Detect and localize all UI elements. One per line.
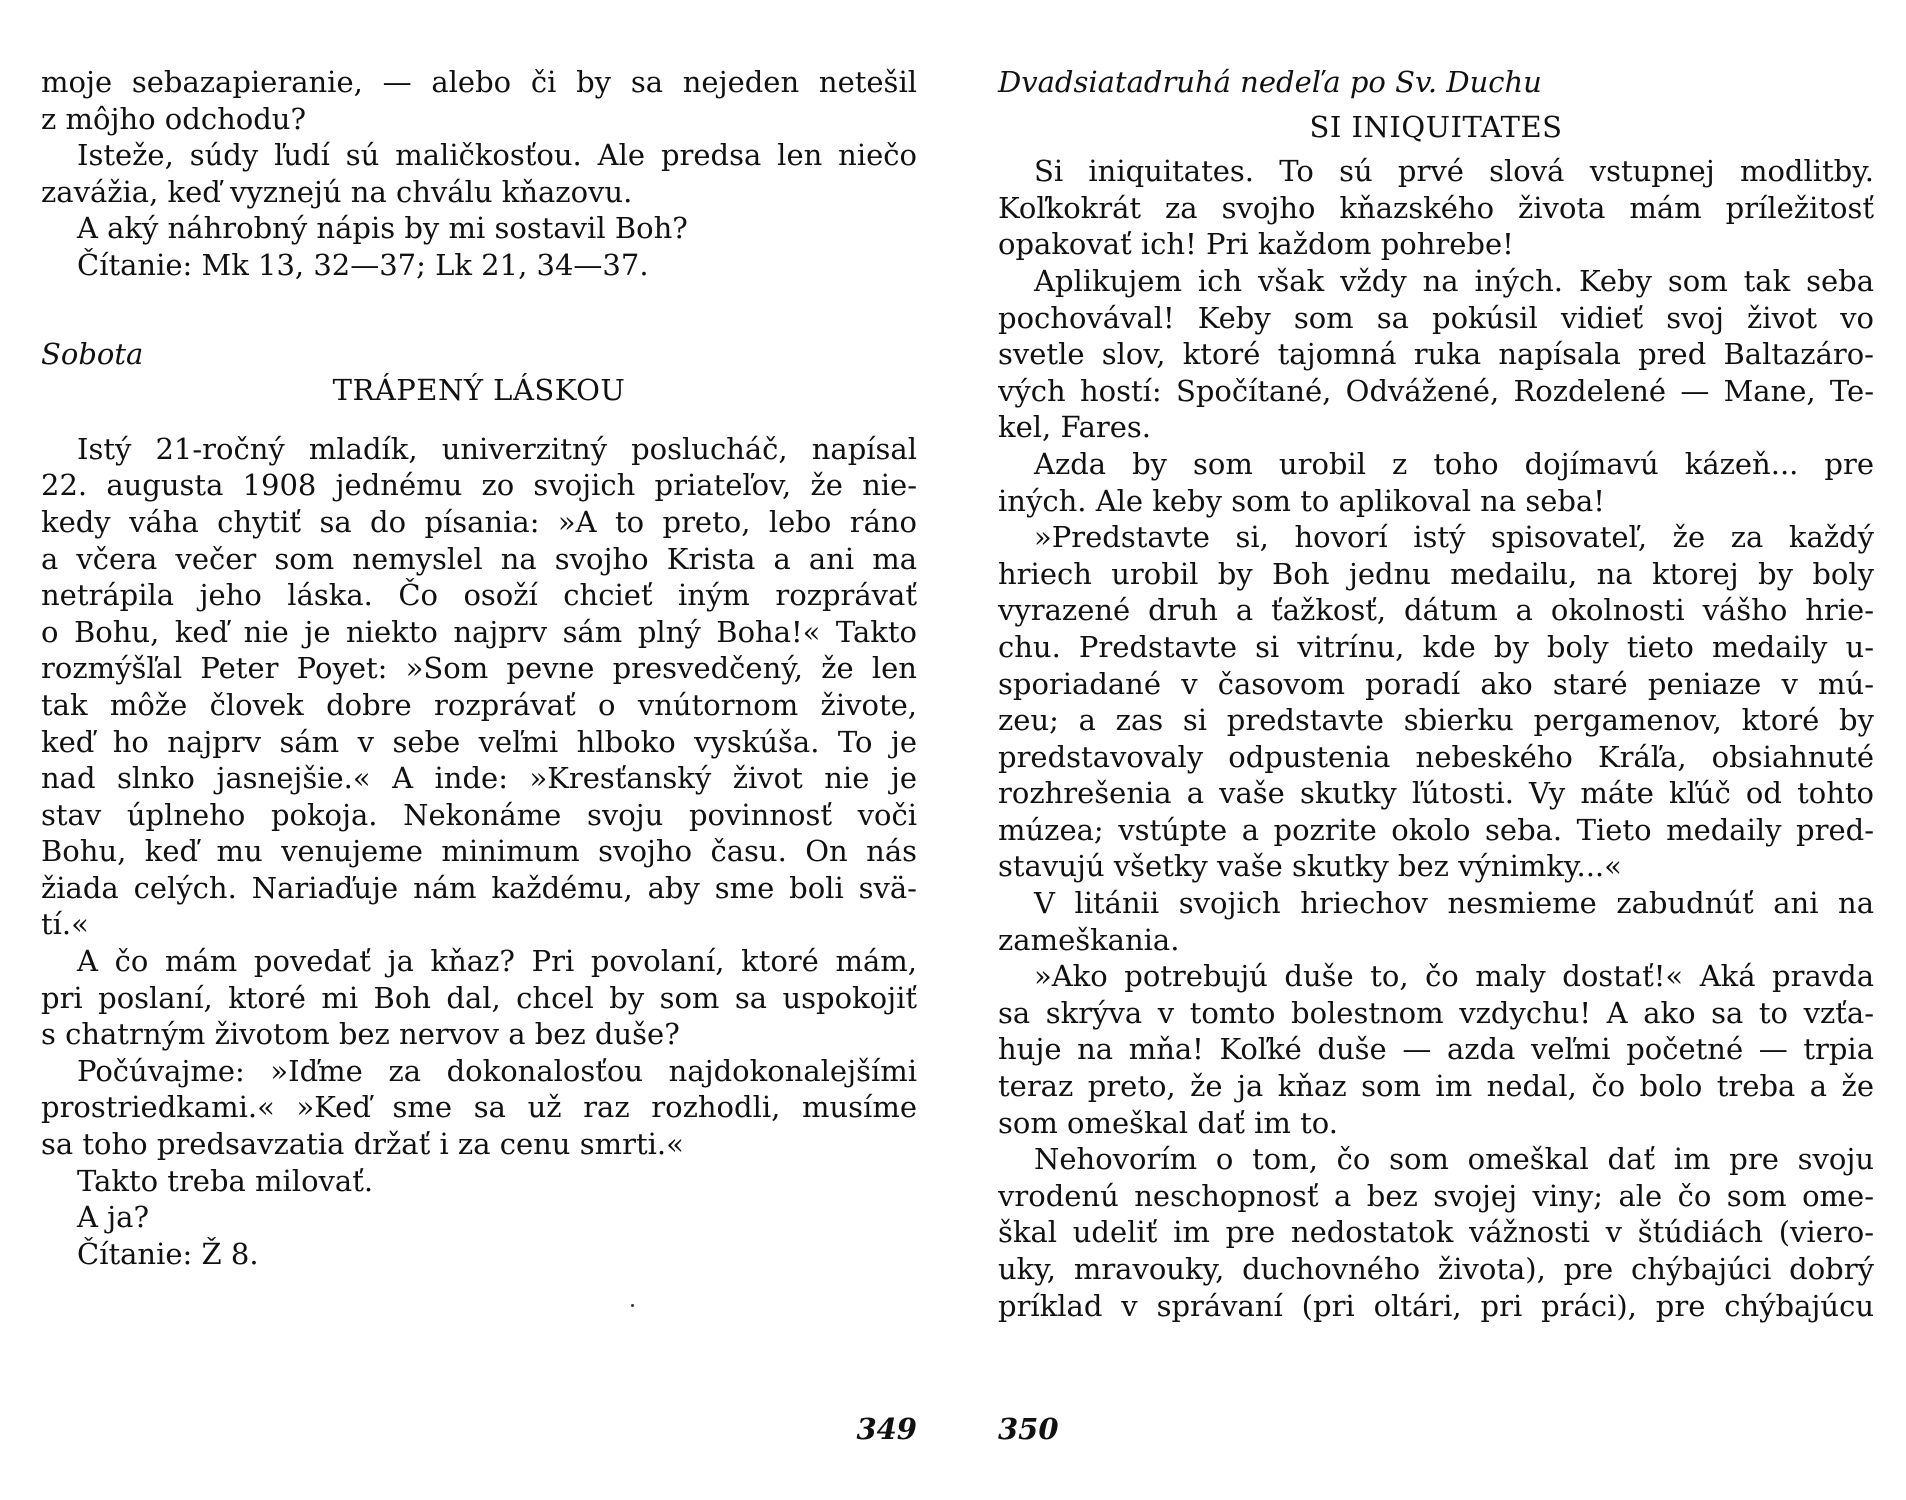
- text-line: zavážia, keď vyznejú na chválu kňazovu.: [41, 174, 633, 209]
- text-line: žiada celých. Nariaďuje nám každému, aby sme boli svä-: [41, 870, 917, 905]
- text-line: vrodenú neschopnosť a bez svojej viny; ale čo som ome-: [998, 1178, 1874, 1213]
- text-line: A čo mám povedať ja kňaz? Pri povolaní, ktoré mám,: [77, 944, 917, 979]
- text-line: keď ho najprv sám v sebe veľmi hlboko vyskúša. To je: [41, 724, 917, 759]
- right-page: [998, 0, 1874, 1500]
- text-line: huje na mňa! Koľké duše — azda veľmi početné — trpia: [998, 1032, 1874, 1067]
- right-text-column: [998, 64, 1874, 1324]
- text-line: príklad v správaní (pri oltári, pri práci), pre chýbajúcu: [998, 1288, 1874, 1323]
- text-line: opakovať ich! Pri každom pohrebe!: [998, 227, 1514, 262]
- text-line: iných. Ale keby som to aplikoval na seba!: [998, 483, 1605, 518]
- text-line: Takto treba milovať.: [77, 1163, 374, 1198]
- text-line: nad slnko jasnejšie.« A inde: »Kresťanský život nie je: [41, 761, 917, 796]
- text-line: zameškania.: [998, 922, 1180, 957]
- text-line: hriech urobil by Boh jednu medailu, na ktorej by boly: [998, 556, 1874, 591]
- text-line: zeu; a zas si predstavte sbierku pergamenov, ktoré by: [998, 703, 1874, 738]
- text-line: prostriedkami.« »Keď sme sa už raz rozhodli, musíme: [41, 1090, 917, 1125]
- text-line: teraz preto, že ja kňaz som im nedal, čo bolo treba a že: [998, 1069, 1874, 1104]
- text-line: sa toho predsavzatia držať i za cenu smrti.«: [41, 1127, 684, 1162]
- running-head: Dvadsiatadruhá nedeľa po Sv. Duchu: [998, 65, 1542, 99]
- text-line: z môjho odchodu?: [41, 101, 306, 136]
- page-number: 349: [856, 1412, 917, 1446]
- title-gap: [41, 409, 917, 431]
- text-line: a včera večer som nemyslel na svojho Krista a ani ma: [41, 541, 917, 576]
- head-gap: [998, 101, 1874, 109]
- text-line: stavujú všetky vaše skutky bez výnimky...«: [998, 849, 1622, 884]
- left-page: [41, 0, 917, 1500]
- left-text-column: [41, 64, 917, 1272]
- right-body-paragraphs: [998, 153, 1874, 1324]
- text-line: predstavovaly odpustenia nebeského Kráľa, obsiahnuté: [998, 739, 1874, 774]
- text-line: Nehovorím o tom, čo som omeškal dať im pre svoju: [1034, 1142, 1874, 1177]
- text-line: »Predstavte si, hovorí istý spisovateľ, že za každý: [1034, 520, 1874, 555]
- text-line: s chatrným životom bez nervov a bez duše?: [41, 1017, 680, 1052]
- text-line: vyrazené druh a ťažkosť, dátum a okolnosti vášho hrie-: [998, 593, 1874, 628]
- text-line: V litánii svojich hriechov nesmieme zabudnúť ani na: [1034, 886, 1874, 921]
- text-line: pri poslaní, ktoré mi Boh dal, chcel by som sa uspokojiť: [41, 980, 917, 1015]
- title-gap: [998, 145, 1874, 153]
- page-number: 350: [998, 1412, 1059, 1446]
- text-line: Čítanie: Ž 8.: [77, 1236, 259, 1271]
- text-line: pochovával! Keby som sa pokúsil vidieť svoj život vo: [998, 300, 1874, 335]
- text-line: tak môže človek dobre rozprávať o vnútornom živote,: [41, 687, 917, 722]
- text-line: uky, mravouky, duchovného života), pre chýbajúci dobrý: [998, 1252, 1874, 1286]
- left-body-paragraphs: [41, 431, 917, 1273]
- text-line: kel, Fares.: [998, 410, 1152, 445]
- text-line: moje sebazapieranie, — alebo či by sa nejeden netešil: [41, 65, 917, 99]
- text-line: Si iniquitates. To sú prvé slová vstupnej modlitby.: [1034, 154, 1874, 189]
- text-line: svetle slov, ktoré tajomná ruka napísala pred Baltazáro-: [998, 337, 1874, 372]
- print-speck: [631, 1304, 634, 1307]
- text-line: Koľkokrát za svojho kňazského života mám príležitosť: [998, 190, 1874, 225]
- text-line: rozmýšľal Peter Poyet: »Som pevne presvedčený, že len: [41, 651, 917, 686]
- chapter-title: SI INIQUITATES: [1309, 109, 1563, 144]
- text-line: kedy váha chytiť sa do písania: »A to preto, lebo ráno: [41, 504, 917, 539]
- left-top-paragraphs: [41, 64, 917, 284]
- text-line: A aký náhrobný nápis by mi sostavil Boh?: [77, 211, 688, 246]
- text-line: 22. augusta 1908 jednému zo svojich priateľov, že nie-: [41, 468, 917, 503]
- text-line: Isteže, súdy ľudí sú maličkosťou. Ale predsa len niečo: [77, 138, 917, 173]
- text-line: Aplikujem ich však vždy na iných. Keby som tak seba: [1034, 263, 1874, 298]
- text-line: som omeškal dať im to.: [998, 1105, 1338, 1140]
- text-line: Počúvajme: »Iďme za dokonalosťou najdokonalejšími: [77, 1053, 917, 1088]
- text-line: chu. Predstavte si vitrínu, kde by boly tieto medaily u-: [998, 629, 1874, 664]
- text-line: vých hostí: Spočítané, Odvážené, Rozdelené — Mane, Te-: [998, 373, 1874, 408]
- text-line: sa skrýva v tomto bolestnom vzdychu! A ako sa to vzťa-: [998, 995, 1874, 1030]
- text-line: múzea; vstúpte a pozrite okolo seba. Tieto medaily pred-: [998, 812, 1874, 847]
- text-line: o Bohu, keď nie je niekto najprv sám plný Boha!« Takto: [41, 614, 917, 649]
- day-heading: Sobota: [41, 336, 144, 371]
- text-line: netrápila jeho láska. Čo osoží chcieť iným rozprávať: [41, 578, 917, 613]
- text-line: stav úplneho pokoja. Nekonáme svoju povinnosť voči: [41, 797, 917, 832]
- text-line: škal udeliť im pre nedostatok vážnosti v štúdiách (viero-: [998, 1215, 1874, 1250]
- section-gap: [41, 284, 917, 336]
- text-line: tí.«: [41, 907, 89, 942]
- text-line: Bohu, keď mu venujeme minimum svojho času. On nás: [41, 834, 917, 869]
- text-line: »Ako potrebujú duše to, čo maly dostať!« Aká pravda: [1034, 959, 1874, 994]
- text-line: Istý 21-ročný mladík, univerzitný poslucháč, napísal: [77, 431, 917, 466]
- text-line: Čítanie: Mk 13, 32—37; Lk 21, 34—37.: [77, 247, 649, 282]
- chapter-title: TRÁPENÝ LÁSKOU: [332, 373, 626, 408]
- text-line: Azda by som urobil z toho dojímavú kázeň... pre: [1034, 446, 1874, 481]
- text-line: A ja?: [77, 1200, 149, 1235]
- text-line: rozhrešenia a vaše skutky ľútosti. Vy máte kľúč od tohto: [998, 776, 1874, 811]
- text-line: sporiadané v časovom poradí ako staré peniaze v mú-: [998, 666, 1874, 701]
